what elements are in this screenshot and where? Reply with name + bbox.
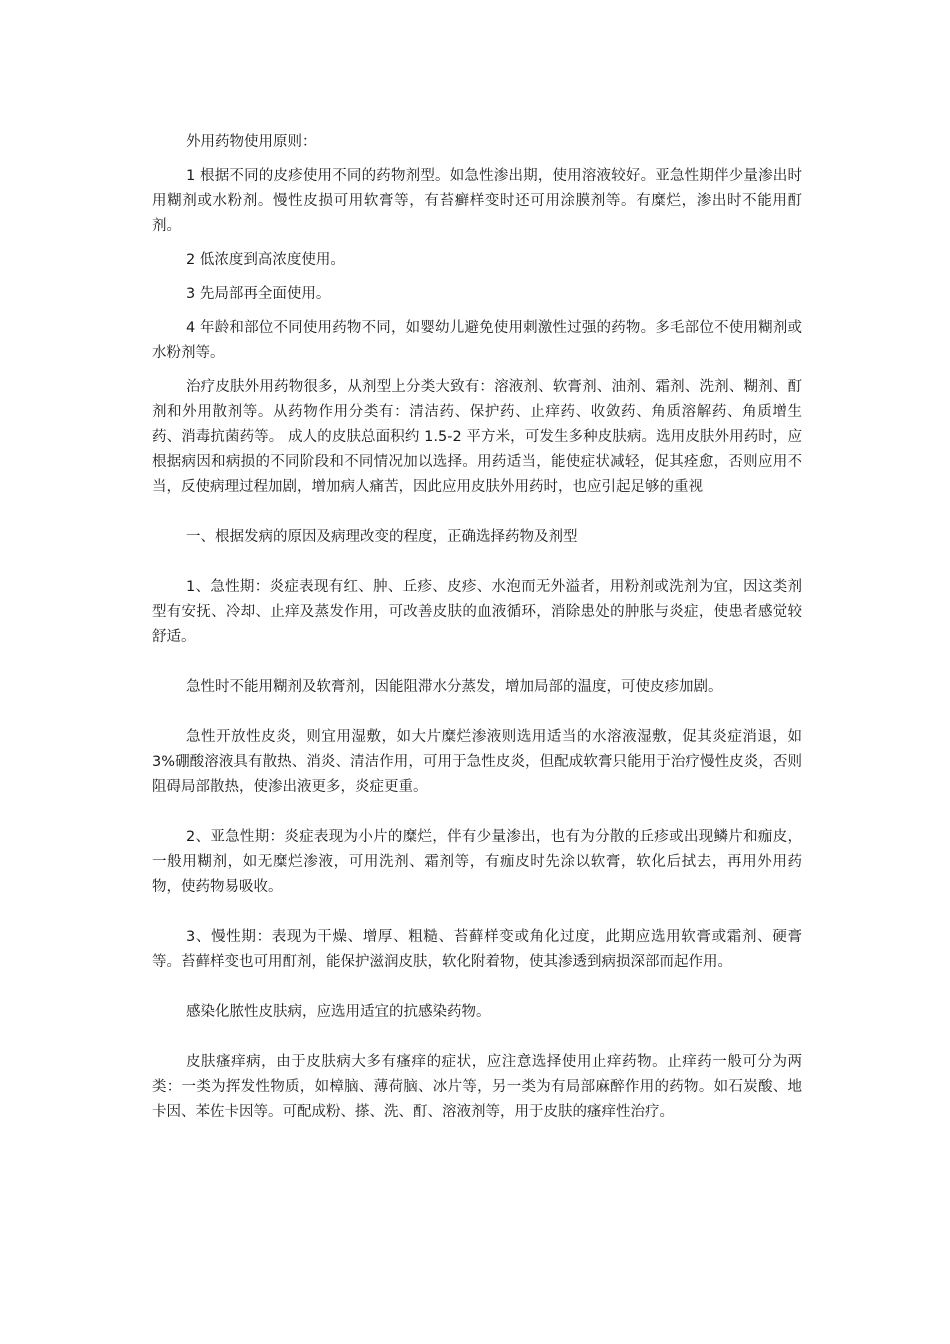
principle-2: 2 低浓度到高浓度使用。 [186,252,345,268]
overview-paragraph: 治疗皮肤外用药物很多，从剂型上分类大致有：溶液剂、软膏剂、油剂、霜剂、洗剂、糊剂、酊剂和外用散剂等。从药物作用分类有：清洁药、保护药、止痒药、收敛药、角质溶解药、角质增生药、消毒抗菌药等。 成人的皮肤总面积约 1.5-2 平方米，可发生多种皮肤病。选用皮肤外用药时，应根据病因和病损的不同阶段和不同情况加以选择。用药适当，能使症状减轻，促其痊愈，否则应用不当，反使病理过程加剧，增加病人痛苦，因此应用皮肤外用药时，也应引起足够的重视 [152,379,802,495]
document-body [152,130,802,1125]
subacute-stage-paragraph: 2、亚急性期：炎症表现为小片的糜烂，伴有少量渗出，也有为分散的丘疹或出现鳞片和痂皮，一般用糊剂，如无糜烂渗液，可用洗剂、霜剂等，有痂皮时先涂以软膏，软化后拭去，再用外用药物，使药物易吸收。 [152,829,802,895]
acute-contraindication-paragraph: 急性时不能用糊剂及软膏剂，因能阻滞水分蒸发，增加局部的温度，可使皮疹加剧。 [186,679,723,695]
acute-stage-paragraph: 1、急性期：炎症表现有红、肿、丘疹、皮疹、水泡而无外溢者，用粉剂或洗剂为宜，因这类剂型有安抚、冷却、止痒及蒸发作用，可改善皮肤的血液循环，消除患处的肿胀与炎症，使患者感觉较舒适。 [152,579,802,645]
pruritus-paragraph: 皮肤瘙痒病，由于皮肤病大多有瘙痒的症状，应注意选择使用止痒药物。止痒药一般可分为两类：一类为挥发性物质，如樟脑、薄荷脑、冰片等，另一类为有局部麻醉作用的药物。如石炭酸、地卡因、苯佐卡因等。可配成粉、搽、洗、酊、溶液剂等，用于皮肤的瘙痒性治疗。 [152,1054,802,1120]
infection-paragraph: 感染化脓性皮肤病，应选用适宜的抗感染药物。 [186,1004,491,1020]
chronic-stage-paragraph: 3、慢性期：表现为干燥、增厚、粗糙、苔藓样变或角化过度，此期应选用软膏或霜剂、硬膏等。苔藓样变也可用酊剂，能保护滋润皮肤，软化附着物，使其渗透到病损深部而起作用。 [152,929,802,970]
principle-1: 1 根据不同的皮疹使用不同的药物剂型。如急性渗出期，使用溶液较好。亚急性期伴少量渗出时用糊剂或水粉剂。慢性皮损可用软膏等，有苔癣样变时还可用涂膜剂等。有糜烂，渗出时不能用酊剂。 [152,168,802,234]
section-heading-selection: 一、根据发病的原因及病理改变的程度，正确选择药物及剂型 [186,529,578,545]
acute-open-dermatitis-paragraph: 急性开放性皮炎，则宜用湿敷，如大片糜烂渗液则选用适当的水溶液湿敷，促其炎症消退，如 3%硼酸溶液具有散热、消炎、清洁作用，可用于急性皮炎，但配成软膏只能用于治疗慢性皮炎，否则阻碍局部散热，使渗出液更多，炎症更重。 [152,729,802,795]
section-heading-principles: 外用药物使用原则： [186,134,317,150]
principle-4: 4 年龄和部位不同使用药物不同，如婴幼儿避免使用刺激性过强的药物。多毛部位不使用糊剂或水粉剂等。 [152,320,802,361]
principle-3: 3 先局部再全面使用。 [186,286,331,302]
